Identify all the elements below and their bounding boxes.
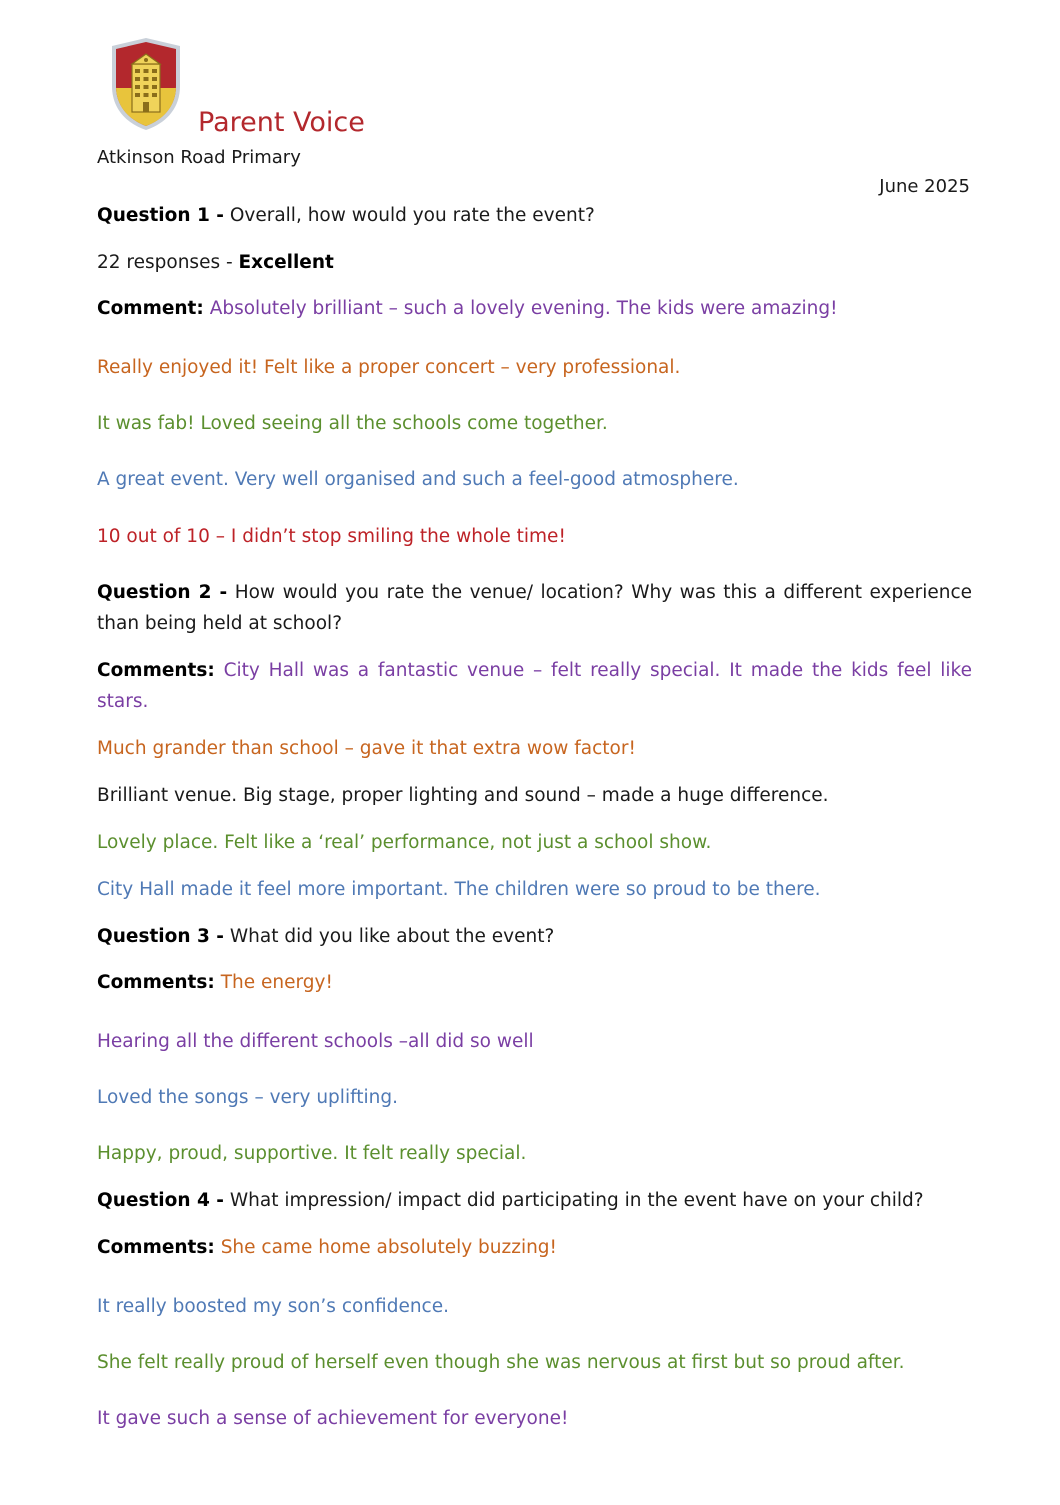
comment-label: Comments:: [97, 1237, 215, 1258]
comment-label: Comments:: [97, 660, 215, 681]
school-name: Atkinson Road Primary: [97, 147, 301, 168]
comment-text: City Hall was a fantastic venue – felt really special. It made the kids feel like stars.: [97, 660, 972, 712]
comment-item: City Hall made it feel more important. The children were so proud to be there.: [97, 879, 821, 900]
question-1-label: Question 1 -: [97, 205, 224, 226]
question-1: [97, 200, 972, 231]
comment-text: Absolutely brilliant – such a lovely evening. The kids were amazing!: [203, 298, 838, 319]
comment-item: Really enjoyed it! Felt like a proper concert – very professional.: [97, 357, 681, 378]
comment-item: It really boosted my son’s confidence.: [97, 1296, 449, 1317]
comment-label: Comment:: [97, 298, 204, 319]
comment-item: Happy, proud, supportive. It felt really special.: [97, 1143, 527, 1164]
question-2-comment: [97, 655, 972, 717]
document-title: Parent Voice: [198, 107, 365, 138]
responses-count: 22 responses -: [97, 252, 239, 273]
question-3-label: Question 3 -: [97, 926, 224, 947]
question-1-text: Overall, how would you rate the event?: [223, 205, 595, 226]
comment-item: Hearing all the different schools –all did so well: [97, 1031, 534, 1052]
comment-item: It was fab! Loved seeing all the schools come together.: [97, 413, 608, 434]
question-1-responses: [97, 247, 972, 278]
document-date: June 2025: [879, 176, 970, 197]
question-4-text: What impression/ impact did participating in the event have on your child?: [223, 1190, 924, 1211]
question-3-comment: [97, 967, 972, 998]
question-4: [97, 1185, 972, 1216]
question-2: [97, 577, 972, 639]
comment-item: Lovely place. Felt like a ‘real’ performance, not just a school show.: [97, 832, 712, 853]
comment-text: The energy!: [214, 972, 333, 993]
question-3: [97, 921, 972, 952]
question-3-text: What did you like about the event?: [223, 926, 555, 947]
comment-item: Brilliant venue. Big stage, proper lighting and sound – made a huge difference.: [97, 785, 829, 806]
question-1-comment: [97, 293, 972, 324]
comment-text: She came home absolutely buzzing!: [214, 1237, 557, 1258]
comment-item: Much grander than school – gave it that extra wow factor!: [97, 738, 636, 759]
question-4-comment: [97, 1232, 972, 1263]
school-crest-logo: [108, 36, 184, 132]
comment-item: It gave such a sense of achievement for everyone!: [97, 1408, 569, 1429]
comment-item: Loved the songs – very uplifting.: [97, 1087, 399, 1108]
question-2-text: How would you rate the venue/ location? Why was this a different experience than being held at school?: [97, 582, 973, 634]
comment-label: Comments:: [97, 972, 215, 993]
comment-item: 10 out of 10 – I didn’t stop smiling the whole time!: [97, 526, 566, 547]
question-4-label: Question 4 -: [97, 1190, 224, 1211]
responses-rating: Excellent: [238, 252, 334, 273]
question-2-label: Question 2 -: [97, 582, 228, 603]
comment-item: A great event. Very well organised and such a feel-good atmosphere.: [97, 469, 739, 490]
comment-item: She felt really proud of herself even though she was nervous at first but so proud after.: [97, 1352, 905, 1373]
